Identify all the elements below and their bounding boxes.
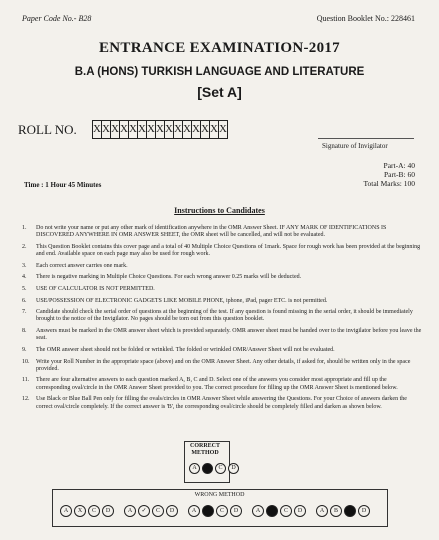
instruction-text: Write your Roll Number in the appropriate space (above) and on the OMR Answer Sheet. Any other details, if asked for, should be written only in the space provided.: [36, 358, 411, 372]
instruction-number: 9.: [22, 346, 27, 353]
roll-number-cell: X: [120, 121, 129, 138]
instruction-number: 3.: [22, 262, 27, 269]
roll-number-cell: X: [201, 121, 210, 138]
instruction-text: Each correct answer carries one mark.: [36, 262, 128, 269]
roll-number-cell: X: [165, 121, 174, 138]
answer-bubble: ✓: [138, 505, 150, 517]
subject-title: B.A (HONS) TURKISH LANGUAGE AND LITERATURE: [74, 66, 365, 78]
signature-line: [318, 138, 414, 139]
exam-title: ENTRANCE EXAMINATION-2017: [99, 40, 340, 56]
instruction-text: Use Black or Blue Ball Pen only for filling the ovals/circles in OMR Answer Sheet while answering the Questions. For your Choice of answers darken the correct oval/circle completely. If the correct answer is 'B', the corresponding oval/circle should be completely filled and darken as shown below.: [36, 396, 407, 410]
answer-bubble: D: [230, 505, 242, 517]
answer-bubble: A: [189, 463, 200, 474]
instruction-text: This Question Booklet contains this cover page and a total of 40 Multiple Choice Questions of 1mark. Space for rough work has been provided at the beginning and end. Available space on each page may also be used for rough work.: [36, 243, 421, 258]
roll-number-cell: X: [174, 121, 183, 138]
marks-block: [363, 161, 415, 188]
answer-bubble: C: [88, 505, 100, 517]
answer-bubble: C: [215, 463, 226, 474]
bubble-gap: [180, 505, 186, 517]
instruction-number: 7.: [22, 309, 27, 316]
instruction-number: 12.: [22, 396, 30, 403]
total-marks: Total Marks: 100: [363, 179, 415, 188]
instruction-text: There are four alternative answers to each question marked A, B, C and D. Select one of the answers you consider most appropriate and fill up the corresponding oval/circle in the OMR Answer Sheet provided to you. The correct procedure for filling up the OMR Answer Sheet is mentioned below.: [36, 377, 398, 391]
filled-bubble: [344, 505, 356, 517]
instruction-number: 10.: [22, 358, 30, 365]
instruction-number: 8.: [22, 328, 27, 335]
instruction-item: [22, 359, 422, 374]
instruction-text: USE/POSSESSION OF ELECTRONIC GADGETS LIKE MOBILE PHONE, iphone, iPad, pager ETC. is not permitted.: [36, 297, 328, 304]
instructions-list: [22, 225, 422, 415]
instructions-heading: Instructions to Candidates: [174, 206, 265, 215]
instruction-item: [22, 328, 422, 343]
filled-bubble: B: [202, 463, 213, 474]
instruction-item: [22, 298, 422, 305]
correct-method-label: CORRECT METHOD: [189, 443, 220, 456]
filled-bubble: [202, 505, 214, 517]
instruction-item: [22, 225, 422, 240]
answer-bubble: A: [188, 505, 200, 517]
instruction-text: There is negative marking in Multiple Choice Questions. For each wrong answer 0.25 marks will be deducted.: [36, 274, 302, 281]
instruction-item: [22, 377, 422, 392]
roll-number-cell: X: [129, 121, 138, 138]
roll-number-cell: X: [219, 123, 227, 135]
roll-number-cell: X: [192, 121, 201, 138]
roll-number-cell: X: [102, 121, 111, 138]
roll-number-cell: X: [147, 121, 156, 138]
signature-label: Signature of Invigilator: [322, 142, 388, 150]
instruction-item: [22, 309, 422, 324]
wrong-method-label: WRONG METHOD: [194, 492, 245, 498]
answer-bubble: C: [280, 505, 292, 517]
bubble-gap: [116, 505, 122, 517]
answer-bubble: A: [60, 505, 72, 517]
answer-bubble: X: [74, 505, 86, 517]
answer-bubble: D: [228, 463, 239, 474]
exam-time: Time : 1 Hour 45 Minutes: [24, 181, 102, 189]
bubble-gap: [244, 505, 250, 517]
roll-number-cell: X: [156, 121, 165, 138]
instruction-item: [22, 263, 422, 270]
set-label: [Set A]: [197, 84, 242, 100]
roll-number-box: [92, 120, 228, 139]
answer-bubble: B: [330, 505, 342, 517]
instruction-item: [22, 274, 422, 281]
booklet-number: Question Booklet No.: 228461: [316, 14, 415, 23]
answer-bubble: D: [102, 505, 114, 517]
instruction-text: The OMR answer sheet should not be folded or wrinkled. The folded or wrinkled OMR/Answer Sheet will not be evaluated.: [36, 346, 335, 353]
correct-method-bubbles: [189, 463, 239, 474]
instruction-text: Candidate should check the serial order of questions at the beginning of the test. If any question is found missing in the serial order, it should be immediately brought to the notice of the Invigilator. No pages should be torn out from this question booklet.: [36, 309, 413, 323]
instruction-number: 11.: [22, 377, 30, 384]
roll-number-cell: X: [138, 121, 147, 138]
answer-bubble: D: [166, 505, 178, 517]
part-a-marks: Part-A: 40: [383, 161, 415, 170]
instruction-text: Do not write your name or put any other mark of identification anywhere in the OMR Answer Sheet. IF ANY MARK OF IDENTIFICATIONS IS DISCOVERED ANYWHERE IN OMR ANSWER SHEET, the OMR sheet will be cancelled, and will not be evaluated.: [36, 225, 387, 239]
answer-bubble: C: [216, 505, 228, 517]
instruction-number: 5.: [22, 285, 27, 292]
instruction-number: 1.: [22, 225, 27, 231]
roll-number-cell: X: [183, 121, 192, 138]
answer-bubble: D: [294, 505, 306, 517]
answer-bubble: A: [124, 505, 136, 517]
wrong-method-bubbles: [60, 505, 370, 517]
roll-number-cell: X: [210, 121, 219, 138]
answer-bubble: A: [252, 505, 264, 517]
part-b-marks: Part-B: 60: [383, 170, 415, 179]
roll-number-cell: X: [93, 121, 102, 138]
instruction-text: Answers must be marked in the OMR answer sheet which is provided separately. OMR answer sheet must be handed over to the invigilator before you leave the seat.: [36, 328, 422, 342]
roll-number-label: ROLL NO.: [18, 122, 77, 137]
filled-bubble: [266, 505, 278, 517]
instruction-number: 4.: [22, 274, 27, 281]
paper-code: Paper Code No.- B28: [22, 14, 92, 23]
answer-bubble: D: [358, 505, 370, 517]
roll-number-cell: X: [111, 121, 120, 138]
instruction-number: 2.: [22, 243, 27, 250]
instruction-text: USE OF CALCULATOR IS NOT PERMITTED.: [36, 285, 155, 292]
answer-bubble: C: [152, 505, 164, 517]
bubble-gap: [308, 505, 314, 517]
answer-bubble: A: [316, 505, 328, 517]
instruction-item: [22, 244, 422, 259]
instruction-item: [22, 347, 422, 354]
instruction-item: [22, 286, 422, 293]
instruction-number: 6.: [22, 297, 27, 304]
instruction-item: [22, 396, 422, 411]
